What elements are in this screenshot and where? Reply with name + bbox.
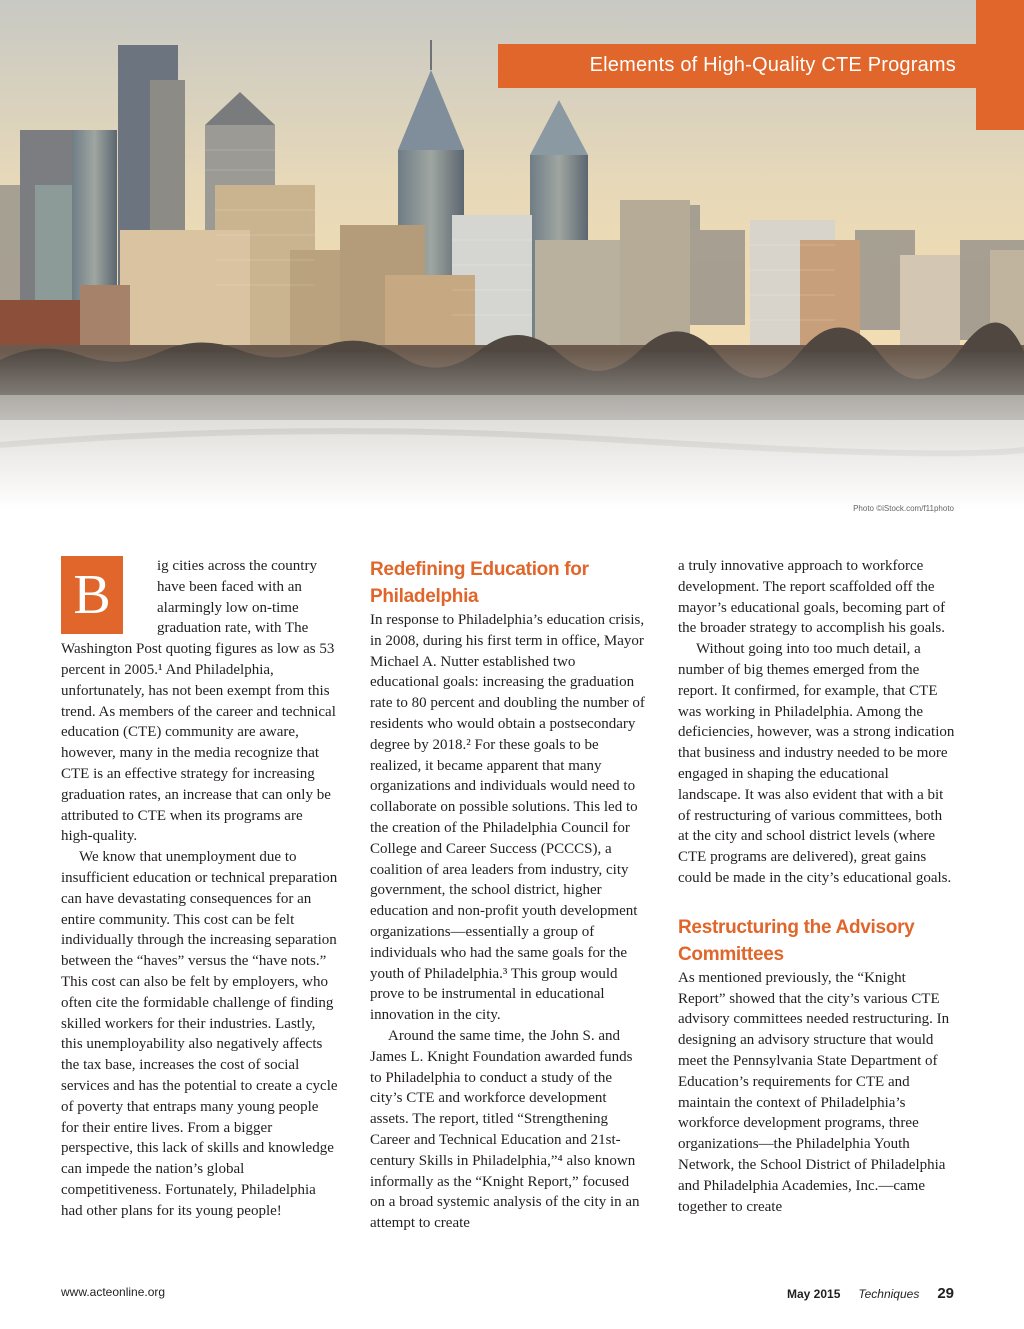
footer-folio	[787, 1285, 954, 1302]
footer-url[interactable]: www.acteonline.org	[61, 1285, 166, 1299]
issue-date: May 2015	[787, 1287, 841, 1301]
paragraph: ig cities across the country have been faced with an alarmingly low on-time graduation rate, with The Washington Post quoting figures as low as 53 percent in 2005.¹ And Philadelphia, unfortunately, has not been exempt from this trend. As members of the career and technical education (CTE) community are aware, however, many in the media recognize that CTE is an effective strategy for increasing graduation rates, an increase that can only be attributed to CTE when its programs are high-quality.	[61, 558, 336, 845]
section-heading: Redefining Education for Philadelphia	[370, 559, 589, 607]
paragraph: In response to Philadelphia’s education crisis, in 2008, during his first term in office, Mayor Michael A. Nutter established two educational goals: increasing the graduation rate to 80 percent and doubling the number of residents who would obtain a postsecondary degree by 2018.² For these goals to be realized, it became apparent that many organizations and individuals would need to collaborate on possible solutions. This led to the creation of the Philadelphia Council for College and Career Success (PCCCS), a coalition of area leaders from industry, city government, the school district, higher education and non-profit youth development organizations—essentially a group of individuals who had the same goals for the youth of Philadelphia.³ This group would prove to be instrumental in educational innovation in the city.	[370, 612, 645, 1024]
article-column-1	[61, 556, 338, 1222]
paragraph: Without going into too much detail, a number of big themes emerged from the report. It confirmed, for example, that CTE was working in Philadelphia. Among the deficiencies, however, was a strong indication that business and industry needed to be more engaged in shaping the educational landscape. It was also evident that with a bit of restructuring of various committees, both at the city and school district levels (where CTE programs are delivered), great gains could be made in the city’s educational goals.	[678, 641, 955, 886]
section-banner	[498, 44, 976, 88]
drop-cap: B	[61, 556, 123, 634]
banner-title: Elements of High-Quality CTE Programs	[589, 54, 956, 76]
photo-credit: Photo ©iStock.com/f11photo	[853, 504, 954, 513]
paragraph: We know that unemployment due to insufficient education or technical preparation can have devastating consequences for an entire community. This cost can be felt individually through the increasing separation between the “haves” versus the “have nots.” This cost can also be felt by employers, who often cite the formidable challenge of finding skilled workers for their industries. Lastly, this unemployability also negatively affects the tax base, increases the cost of social services and has the potential to create a cycle of poverty that entraps many young people for their entire lives. From a bigger perspective, this lack of skills and knowledge can impede the nation’s global competitiveness. Fortunately, Philadelphia had other plans for its young people!	[61, 849, 338, 1219]
accent-edge	[976, 0, 1024, 130]
paragraph: Around the same time, the John S. and James L. Knight Foundation awarded funds to Philadelphia to conduct a study of the city’s CTE and workforce development assets. The report, titled “Strengthening Career and Technical Education and 21st-century Skills in Philadelphia,”⁴ also known informally as the “Knight Report,” focused on a broad systemic analysis of the city in an attempt to create	[370, 1027, 640, 1232]
article-column-3	[678, 556, 955, 1217]
section-heading: Restructuring the Advisory Committees	[678, 916, 915, 965]
page-number: 29	[937, 1285, 954, 1302]
paragraph: As mentioned previously, the “Knight Report” showed that the city’s various CTE advisory committees needed restructuring. In designing an advisory structure that would meet the Pennsylvania State Department of Education’s requirements for CTE and maintain the context of Philadelphia’s workforce development programs, three organizations—the Philadelphia Youth Network, the School District of Philadelphia and Philadelphia Academies, Inc.—came together to create	[678, 969, 950, 1215]
article-column-2	[370, 556, 647, 1234]
magazine-name: Techniques	[858, 1287, 920, 1301]
spacer	[678, 889, 955, 914]
paragraph: a truly innovative approach to workforce development. The report scaffolded off the mayor’s educational goals, becoming part of the broader strategy to accomplish his goals.	[678, 558, 946, 637]
